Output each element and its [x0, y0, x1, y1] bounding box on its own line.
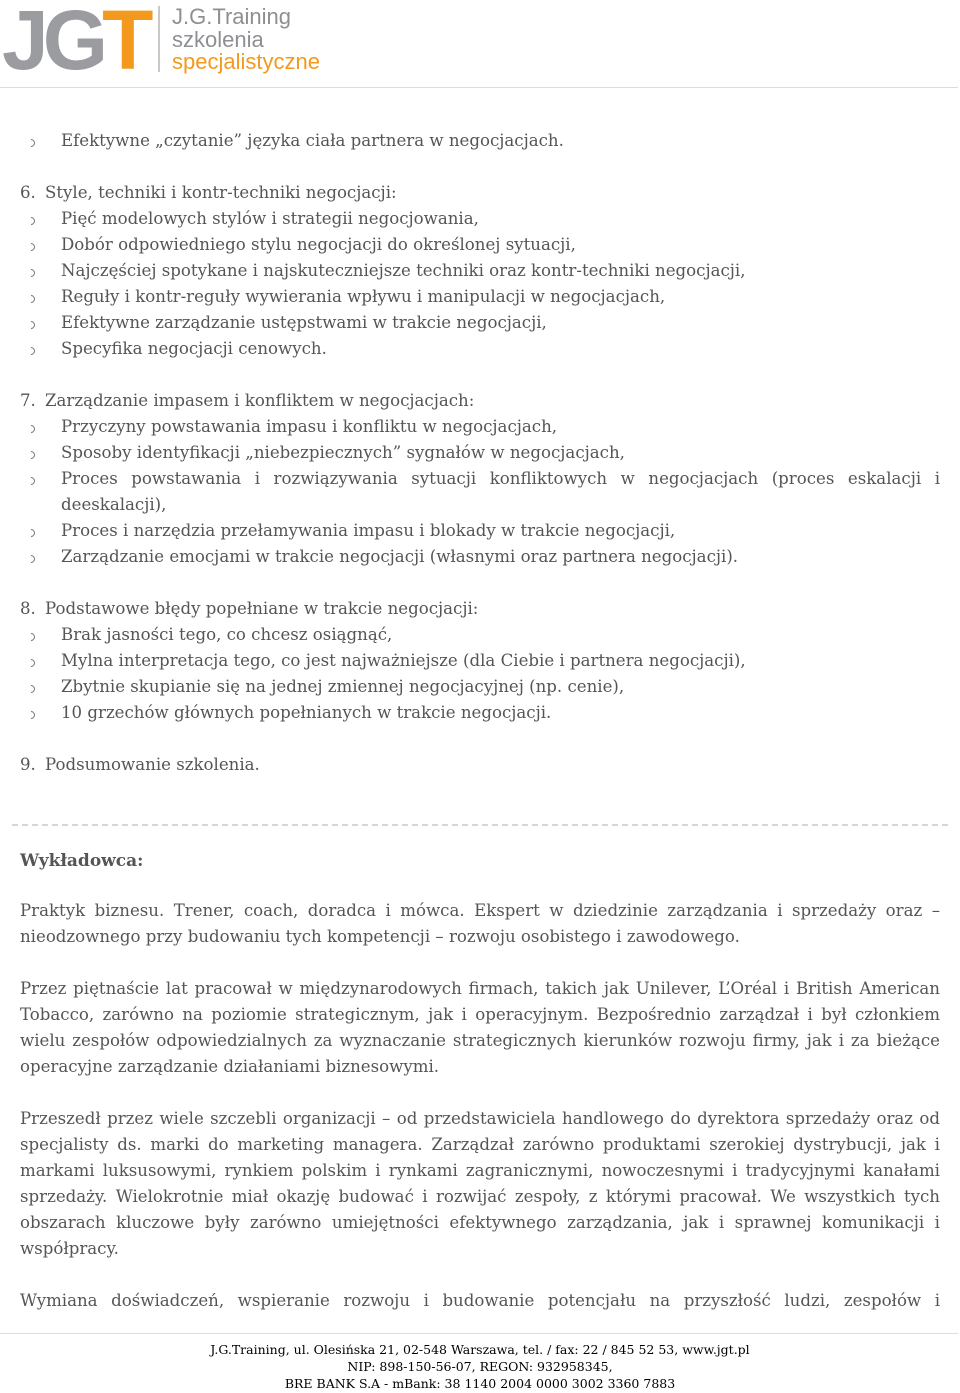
list-item: Mylna interpretacja tego, co jest najważniejsze (dla Ciebie i partnera negocjacji), [20, 648, 940, 674]
lecturer-paragraph: Przeszedł przez wiele szczebli organizacji – od przedstawiciela handlowego do dyrektora sprzedaży oraz od specjalisty ds. marki do marketing managera. Zarządzał zarówno produktami szerokiej dystrybucji, jak i markami luksusowymi, rynkiem polskim i rynkami zagranicznymi, nowoczesnymi i tradycyjnymi kanałami sprzedaży. Wielokrotnie miał okazję budować i rozwijać zespoły, z którymi pracował. We wszystkich tych obszarach kluczowe były zarówno umiejętności efektywnego zarządzania, jak i sprawnej komunikacji i współpracy. [20, 1109, 940, 1258]
section-number: 9. [20, 755, 36, 774]
logo-tagline-2: specjalistyczne [172, 49, 320, 74]
list-item: Sposoby identyfikacji „niebezpiecznych” sygnałów w negocjacjach, [20, 440, 940, 466]
section-number: 7. [20, 391, 36, 410]
page-footer [0, 1341, 960, 1392]
list-item: Pięć modelowych stylów i strategii negocjowania, [20, 206, 940, 232]
program-content [20, 128, 940, 778]
section-title-7 [20, 388, 940, 414]
list-item: Reguły i kontr-reguły wywierania wpływu i manipulacji w negocjacjach, [20, 284, 940, 310]
section-heading: Zarządzanie impasem i konfliktem w negocjacjach: [45, 391, 475, 410]
lecturer-paragraph: Praktyk biznesu. Trener, coach, doradca i mówca. Ekspert w dziedzinie zarządzania i sprzedaży oraz – nieodzownego przy budowaniu tych kompetencji – rozwoju osobistego i zawodowego. [20, 901, 940, 946]
list-item: Efektywne „czytanie” języka ciała partnera w negocjacjach. [20, 128, 940, 154]
footer-address: J.G.Training, ul. Olesińska 21, 02-548 Warszawa, tel. / fax: 22 / 845 52 53, www.jgt.pl [210, 1342, 750, 1357]
list-item: Brak jasności tego, co chcesz osiągnąć, [20, 622, 940, 648]
list-item: Najczęściej spotykane i najskuteczniejsze techniki oraz kontr-techniki negocjacji, [20, 258, 940, 284]
list-item: Efektywne zarządzanie ustępstwami w trakcie negocjacji, [20, 310, 940, 336]
lecturer-heading: Wykładowca: [20, 851, 144, 871]
lecturer-paragraph: Wymiana doświadczeń, wspieranie rozwoju i budowanie potencjału na przyszłość ludzi, zespołów i [20, 1291, 940, 1310]
dashed-divider [12, 824, 948, 826]
logo-letters: JG [2, 0, 103, 87]
list-item: 10 grzechów głównych popełnianych w trakcie negocjacji. [20, 700, 940, 726]
header-divider [0, 87, 958, 88]
list-item: Zbytnie skupianie się na jednej zmiennej negocjacyjnej (np. cenie), [20, 674, 940, 700]
logo-letter-t: T [102, 0, 148, 87]
footer-tax-ids: NIP: 898-150-56-07, REGON: 932958345, [347, 1359, 613, 1374]
logo-company-name: J.G.Training [172, 4, 292, 29]
section-number: 6. [20, 183, 36, 202]
list-item: Przyczyny powstawania impasu i konfliktu w negocjacjach, [20, 414, 940, 440]
company-logo[interactable] [2, 0, 148, 87]
logo-tagline-1: szkolenia [172, 27, 264, 52]
list-item: Zarządzanie emocjami w trakcie negocjacji (własnymi oraz partnera negocjacji). [20, 544, 940, 570]
section-heading: Style, techniki i kontr-techniki negocjacji: [45, 183, 397, 202]
section-title-9 [20, 752, 940, 778]
section-heading: Podstawowe błędy popełniane w trakcie negocjacji: [45, 599, 479, 618]
section-title-8 [20, 596, 940, 622]
lecturer-section [20, 848, 940, 1314]
section-number: 8. [20, 599, 36, 618]
section-heading: Podsumowanie szkolenia. [45, 755, 260, 774]
lecturer-paragraph: Przez piętnaście lat pracował w międzynarodowych firmach, takich jak Unilever, L’Oréal i British American Tobacco, zarówno na poziomie strategicznym, jak i operacyjnym. Bezpośrednio zarządzał i był członkiem wielu zespołów odpowiedzialnych za wyznaczanie strategicznych kierunków rozwoju firmy, jak i za bieżące operacyjne zarządzanie działaniami biznesowymi. [20, 979, 940, 1076]
footer-divider [0, 1333, 958, 1334]
footer-bank-account: BRE BANK S.A - mBank: 38 1140 2004 0000 3002 3360 7883 [284, 1376, 676, 1391]
list-item: Dobór odpowiedniego stylu negocjacji do określonej sytuacji, [20, 232, 940, 258]
logo-divider [158, 6, 160, 72]
section-title-6 [20, 180, 940, 206]
list-item: Proces powstawania i rozwiązywania sytuacji konfliktowych w negocjacjach (proces eskalacji i deeskalacji), [20, 466, 940, 518]
page-header [0, 0, 960, 90]
list-item: Proces i narzędzia przełamywania impasu i blokady w trakcie negocjacji, [20, 518, 940, 544]
list-item: Specyfika negocjacji cenowych. [20, 336, 940, 362]
